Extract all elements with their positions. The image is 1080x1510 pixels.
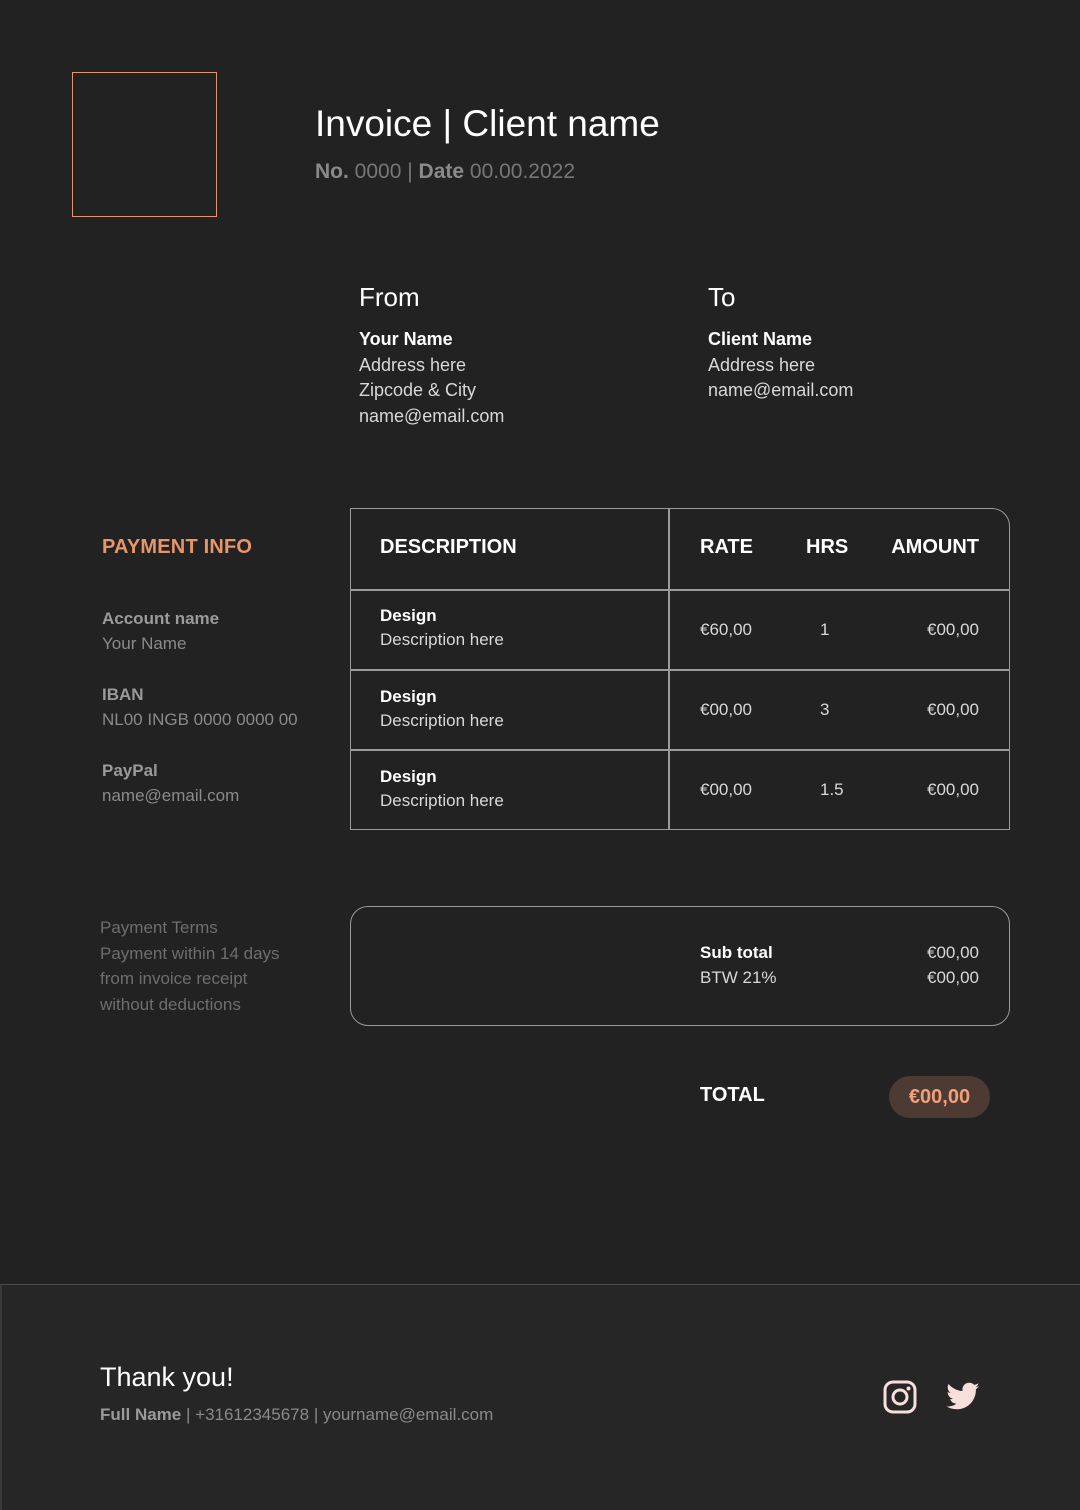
row-title: Design bbox=[380, 767, 437, 786]
from-email: name@email.com bbox=[359, 405, 505, 426]
thank-you-text: Thank you! bbox=[100, 1362, 234, 1392]
to-email: name@email.com bbox=[708, 380, 854, 400]
from-address: Address here bbox=[359, 354, 467, 375]
invoice-date-label: Date bbox=[418, 160, 465, 183]
to-name: Client Name bbox=[708, 329, 813, 349]
account-name-label: Account name bbox=[102, 609, 220, 628]
row-description: Description here bbox=[380, 791, 504, 810]
row-amount: €00,00 bbox=[927, 780, 979, 799]
row-hrs: 1.5 bbox=[820, 780, 844, 799]
table-divider-row bbox=[350, 669, 1010, 671]
row-description: Description here bbox=[380, 711, 504, 730]
payment-info-title: PAYMENT INFO bbox=[102, 536, 253, 558]
terms-line: without deductions bbox=[100, 994, 241, 1014]
subtotal-box bbox=[350, 906, 1010, 1026]
instagram-icon[interactable] bbox=[882, 1379, 918, 1415]
paypal-block bbox=[102, 758, 332, 808]
to-section bbox=[708, 282, 1008, 404]
table-divider-header bbox=[350, 589, 1010, 591]
column-header-description: DESCRIPTION bbox=[380, 536, 517, 558]
account-name-block bbox=[102, 606, 332, 656]
row-description: Description here bbox=[380, 630, 504, 649]
iban-label: IBAN bbox=[102, 685, 144, 704]
footer-phone: +31612345678 bbox=[195, 1405, 310, 1424]
twitter-icon[interactable] bbox=[945, 1379, 981, 1415]
row-rate: €00,00 bbox=[700, 700, 752, 719]
invoice-number: 0000 bbox=[354, 160, 402, 183]
column-header-amount: AMOUNT bbox=[891, 536, 979, 558]
table-divider-row bbox=[350, 749, 1010, 751]
row-title: Design bbox=[380, 606, 437, 625]
footer-email: yourname@email.com bbox=[322, 1405, 494, 1424]
iban-block bbox=[102, 682, 332, 732]
row-amount: €00,00 bbox=[927, 620, 979, 639]
row-title: Design bbox=[380, 687, 437, 706]
tax-label: BTW 21% bbox=[700, 968, 777, 987]
tax-value: €00,00 bbox=[927, 968, 979, 987]
column-header-rate: RATE bbox=[700, 536, 753, 558]
row-hrs: 3 bbox=[820, 700, 830, 719]
subtotal-label: Sub total bbox=[700, 943, 773, 962]
from-heading: From bbox=[359, 282, 420, 312]
subtotal-value: €00,00 bbox=[927, 943, 979, 962]
logo-placeholder bbox=[72, 72, 217, 217]
row-amount: €00,00 bbox=[927, 700, 979, 719]
footer-separator: | bbox=[185, 1405, 191, 1424]
invoice-meta bbox=[315, 160, 575, 184]
column-header-hrs: HRS bbox=[806, 536, 849, 558]
meta-separator: | bbox=[407, 160, 413, 183]
footer-contact bbox=[100, 1405, 493, 1425]
paypal-value: name@email.com bbox=[102, 786, 240, 805]
from-name: Your Name bbox=[359, 329, 453, 349]
total-value: €00,00 bbox=[908, 1085, 971, 1108]
footer-separator: | bbox=[313, 1405, 319, 1424]
total-badge bbox=[889, 1076, 990, 1118]
payment-terms bbox=[100, 915, 330, 1017]
footer bbox=[0, 1284, 1080, 1510]
row-rate: €60,00 bbox=[700, 620, 752, 639]
iban-value: NL00 INGB 0000 0000 00 bbox=[102, 710, 298, 729]
total-label: TOTAL bbox=[700, 1084, 765, 1106]
from-zipcode-city: Zipcode & City bbox=[359, 380, 477, 400]
invoice-title: Invoice | Client name bbox=[315, 103, 660, 144]
row-hrs: 1 bbox=[820, 620, 830, 639]
terms-line: Payment Terms bbox=[100, 918, 218, 937]
terms-line: Payment within 14 days bbox=[100, 943, 280, 963]
to-address: Address here bbox=[708, 354, 816, 375]
invoice-date: 00.00.2022 bbox=[469, 160, 576, 183]
invoice-number-label: No. bbox=[315, 160, 349, 183]
from-section bbox=[359, 282, 659, 429]
account-name-value: Your Name bbox=[102, 634, 187, 653]
to-heading: To bbox=[708, 282, 736, 312]
footer-full-name: Full Name bbox=[100, 1405, 182, 1424]
terms-line: from invoice receipt bbox=[100, 969, 248, 988]
paypal-label: PayPal bbox=[102, 761, 158, 780]
row-rate: €00,00 bbox=[700, 780, 752, 799]
